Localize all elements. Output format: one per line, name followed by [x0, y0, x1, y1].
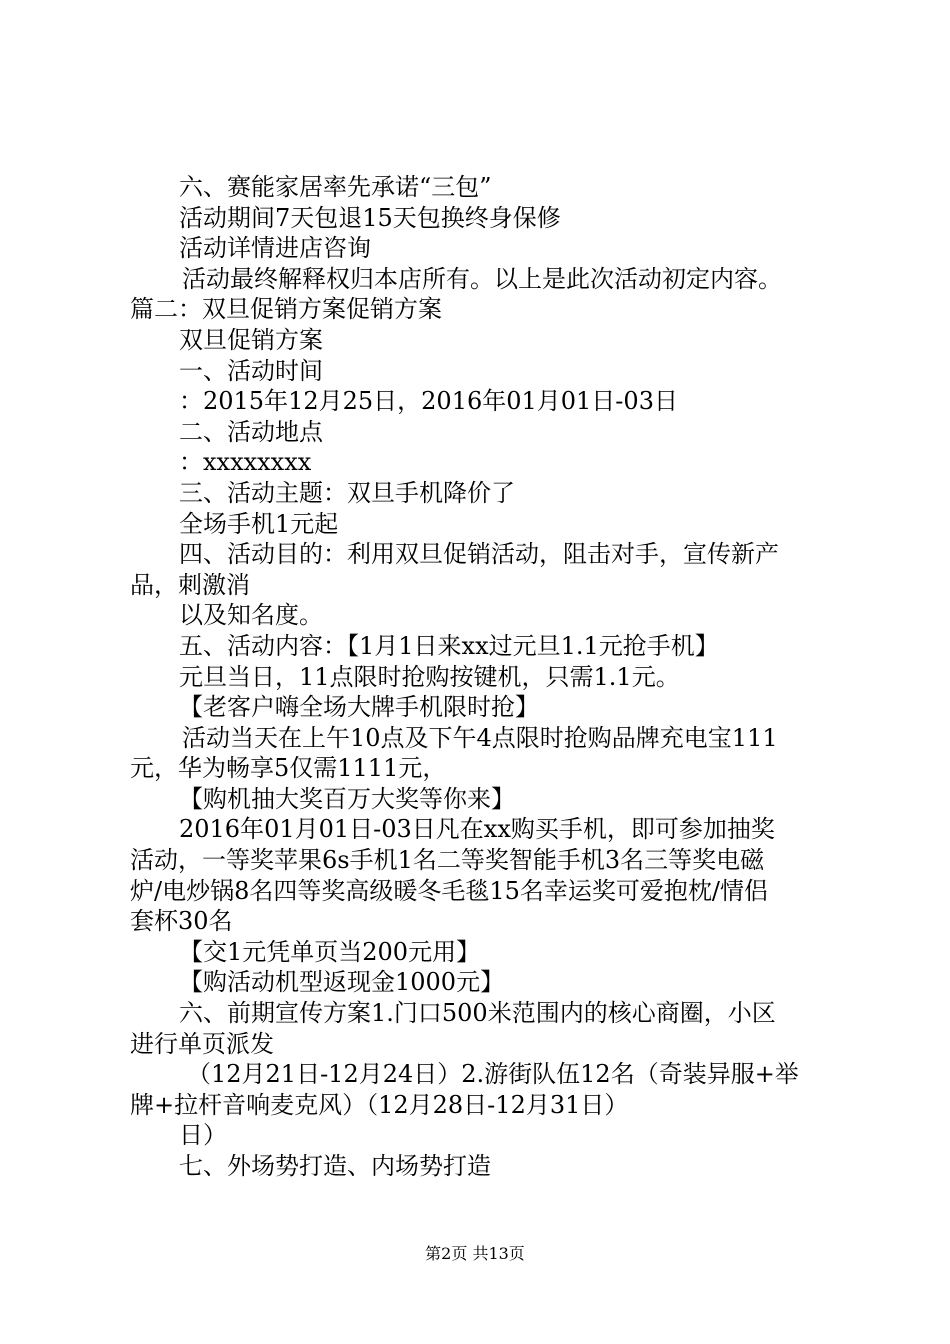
text-line: 品，刺激消	[130, 570, 250, 599]
text-line: 二、活动地点	[179, 417, 323, 446]
text-line: 活动，一等奖苹果6s手机1名二等奖智能手机3名三等奖电磁	[130, 846, 765, 875]
text-line: 元，华为畅享5仅需1111元，	[130, 754, 447, 783]
text-line: ：xxxxxxxx	[179, 448, 312, 477]
page-footer	[0, 1242, 950, 1266]
text-line: 【购机抽大奖百万大奖等你来】	[179, 784, 515, 813]
text-line: 四、活动目的：利用双旦促销活动，阻击对手，宣传新产	[179, 540, 779, 569]
text-line: 【交1元凭单页当200元用】	[179, 937, 481, 966]
text-line: 一、活动时间	[179, 356, 323, 385]
text-line: 以及知名度。	[179, 601, 323, 630]
text-line: 元旦当日，11点限时抢购按键机，只需1.1元。	[179, 662, 680, 691]
text-line: 进行单页派发	[130, 1029, 274, 1058]
text-line: 【老客户嗨全场大牌手机限时抢】	[179, 693, 539, 722]
page-number: 第2页 共13页	[425, 1244, 525, 1263]
text-line: 双旦促销方案	[179, 325, 323, 354]
text-line: 五、活动内容：【1月1日来xx过元旦1.1元抢手机】	[179, 631, 719, 660]
text-line: 日）	[179, 1121, 227, 1150]
text-line: 2016年01月01日-03日凡在xx购买手机，即可参加抽奖	[179, 815, 775, 844]
text-line: ：2015年12月25日，2016年01月01日-03日	[179, 387, 678, 416]
text-line: 活动最终解释权归本店所有。以上是此次活动初定内容。	[182, 264, 782, 293]
text-line: 全场手机1元起	[179, 509, 339, 538]
text-line: 六、赛能家居率先承诺“三包”	[179, 173, 492, 201]
text-line: 炉/电炒锅8名四等奖高级暖冬毛毯15名幸运奖可爱抱枕/情侣	[130, 876, 768, 905]
text-line: 活动详情进店咨询	[179, 234, 371, 263]
text-line: 三、活动主题：双旦手机降价了	[179, 478, 515, 507]
text-line: 活动期间7天包退15天包换终身保修	[179, 203, 561, 232]
text-line: （12月21日-12月24日）2.游街队伍12名（奇装异服+举	[187, 1060, 799, 1089]
text-line: 套杯30名	[130, 907, 233, 936]
text-line: 七、外场势打造、内场势打造	[179, 1152, 491, 1180]
text-line: 牌+拉杆音响麦克风）（12月28日-12月31日）	[130, 1090, 629, 1119]
document-body	[0, 172, 950, 1182]
text-line: 六、前期宣传方案1.门口500米范围内的核心商圈，小区	[179, 999, 776, 1028]
text-line: 篇二：双旦促销方案促销方案	[130, 295, 442, 324]
text-line: 活动当天在上午10点及下午4点限时抢购品牌充电宝111	[182, 723, 778, 752]
text-line: 【购活动机型返现金1000元】	[179, 968, 505, 997]
